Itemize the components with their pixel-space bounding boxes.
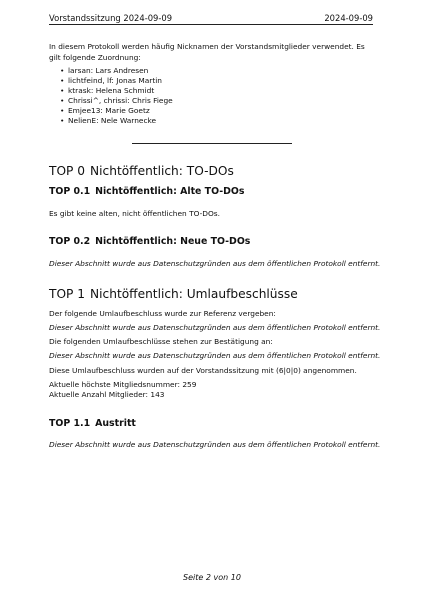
top1-text-6: Aktuelle höchste Mitgliedsnummer: 259: [49, 380, 197, 389]
list-item: • Chrissi^, chrissi: Chris Fiege: [60, 96, 173, 106]
top1-1-number: TOP 1.1: [49, 418, 91, 429]
page-footer: Seite 2 von 10: [183, 573, 241, 582]
top1-title: Nichtöffentlich: Umlaufbeschlüsse: [90, 287, 298, 301]
list-item: • ktrask: Helena Schmidt: [60, 86, 173, 96]
header-title: Vorstandssitzung 2024-09-09: [49, 13, 173, 23]
list-item: • NelienE: Nele Warnecke: [60, 116, 173, 126]
top1-text-3: Die folgenden Umlaufbeschlüsse stehen zur Bestätigung an:: [49, 337, 273, 346]
top1-1-title: Austritt: [95, 418, 136, 429]
nickname-list: [60, 66, 173, 127]
top1-text-5: Diese Umlaufbeschluss wurden auf der Vorstandssitzung mit (6|0|0) angenommen.: [49, 366, 357, 375]
list-item: • larsan: Lars Andresen: [60, 66, 173, 76]
list-item: • Emjee13: Marie Goetz: [60, 106, 173, 116]
top0-2-heading: [49, 236, 250, 247]
top0-heading: [49, 164, 234, 178]
top1-number: TOP 1: [49, 287, 86, 301]
header-rule: [49, 24, 373, 25]
top0-1-title: Nichtöffentlich: Alte TO-DOs: [95, 186, 245, 197]
list-item: • lichtfeind, lf: Jonas Martin: [60, 76, 173, 86]
intro-paragraph: In diesem Protokoll werden häufig Nicknamen der Vorstandsmitglieder verwendet. Es gilt folgende Zuordnung:: [49, 42, 365, 62]
top0-2-text: Dieser Abschnitt wurde aus Datenschutzgründen aus dem öffentlichen Protokoll entfernt.: [49, 259, 381, 268]
top1-text-7: Aktuelle Anzahl Mitglieder: 143: [49, 390, 165, 399]
top1-1-text: Dieser Abschnitt wurde aus Datenschutzgründen aus dem öffentlichen Protokoll entfernt.: [49, 440, 381, 449]
top0-title: Nichtöffentlich: TO-DOs: [90, 164, 234, 178]
top1-text-1: Der folgende Umlaufbeschluss wurde zur Referenz vergeben:: [49, 309, 276, 318]
top1-1-heading: [49, 418, 136, 429]
top1-text-2: Dieser Abschnitt wurde aus Datenschutzgründen aus dem öffentlichen Protokoll entfernt.: [49, 323, 381, 332]
top0-1-text: Es gibt keine alten, nicht öffentlichen TO-DOs.: [49, 209, 220, 218]
top0-1-number: TOP 0.1: [49, 186, 91, 197]
top1-heading: [49, 287, 298, 301]
section-divider: [132, 143, 292, 144]
top0-1-heading: [49, 186, 244, 197]
top1-text-4: Dieser Abschnitt wurde aus Datenschutzgründen aus dem öffentlichen Protokoll entfernt.: [49, 351, 381, 360]
top0-2-number: TOP 0.2: [49, 236, 91, 247]
top0-2-title: Nichtöffentlich: Neue TO-DOs: [95, 236, 251, 247]
page-header: [49, 13, 373, 23]
header-date: 2024-09-09: [324, 13, 373, 23]
top0-number: TOP 0: [49, 164, 86, 178]
